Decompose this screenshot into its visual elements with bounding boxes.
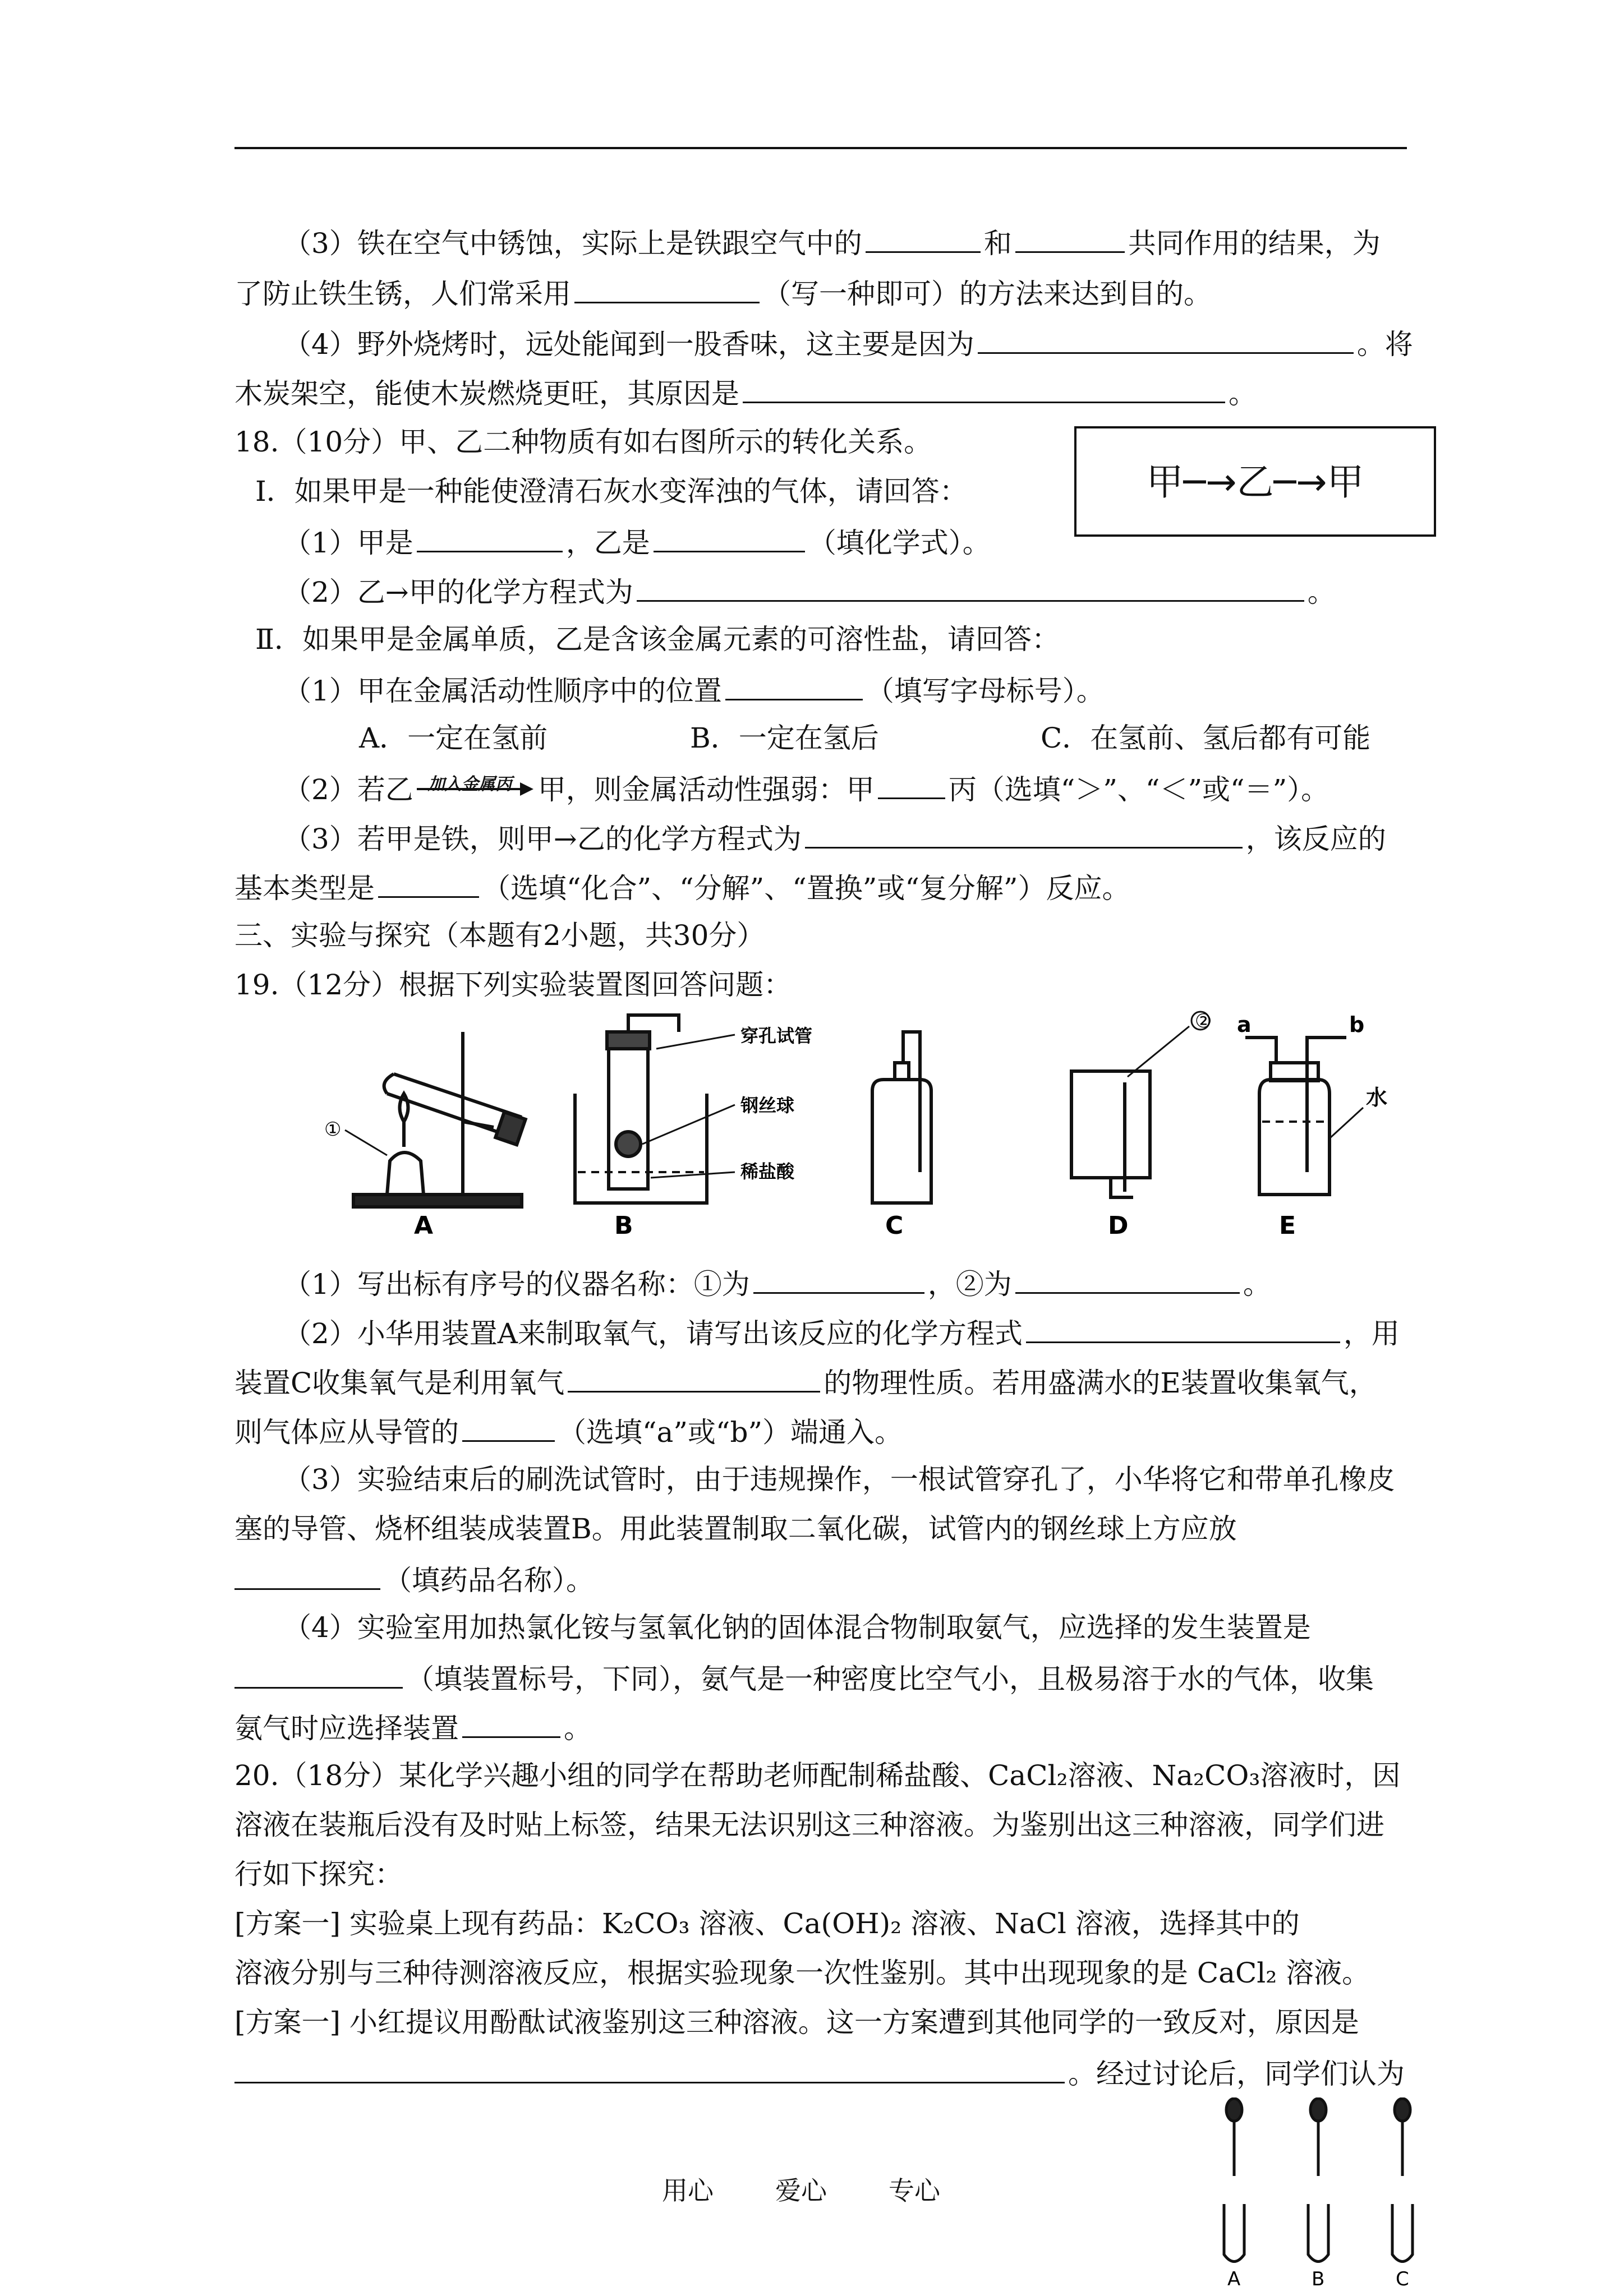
- q19-p1: （1）写出标有序号的仪器名称：①为 ，②为 。: [283, 1264, 1271, 1302]
- q19-p4-line2: （填装置标号，下同），氨气是一种密度比空气小，且极易溶于水的气体，收集: [234, 1659, 1374, 1697]
- q19-p2-line2: 装置C收集氧气是利用氧气 的物理性质。若用盛满水的E装置收集氧气，: [234, 1363, 1377, 1401]
- label-e-a: a: [1237, 1012, 1252, 1037]
- tube-a: [1224, 2099, 1244, 2262]
- footer-1: 用心: [662, 2175, 714, 2206]
- q19-p3-line3: （填药品名称）。: [234, 1560, 594, 1598]
- label-d: D: [1108, 1211, 1129, 1239]
- test-tubes-figure: [1206, 2097, 1442, 2288]
- option-a: A．一定在氢前: [359, 722, 548, 754]
- tube-label-c: C: [1396, 2268, 1409, 2288]
- alcohol-lamp: [387, 1094, 424, 1195]
- footer-2: 爱心: [775, 2175, 827, 2206]
- label-dilute-acid: 稀盐酸: [740, 1161, 795, 1182]
- label-steel-ball: 钢丝球: [740, 1095, 795, 1116]
- reaction-arrow: 加入金属丙: [417, 771, 535, 799]
- q19-p4-line1: （4）实验室用加热氯化铵与氢氧化钠的固体混合物制取氨气，应选择的发生装置是: [283, 1611, 1311, 1644]
- q18-part2-q2: （2）若乙 加入金属丙 甲，则金属活动性强弱：甲 丙（选填“＞”、“＜”或“＝”）。: [283, 769, 1329, 808]
- q18-part2-q3: （3）若甲是铁，则甲→乙的化学方程式为 ，该反应的: [283, 819, 1386, 857]
- label-perforated-tube: 穿孔试管: [740, 1025, 813, 1046]
- q18-part2-q3b: 基本类型是 （选填“化合”、“分解”、“置换”或“复分解”）反应。: [234, 868, 1130, 906]
- q19-p3-line1: （3）实验结束后的刷洗试管时，由于违规操作，一根试管穿孔了，小华将它和带单孔橡皮: [283, 1463, 1395, 1496]
- option-c: C．在氢前、氢后都有可能: [1041, 722, 1371, 754]
- page-footer: [662, 2170, 1002, 2207]
- q19-p3-line2: 塞的导管、烧杯组装成装置B。用此装置制取二氧化碳，试管内的钢丝球上方应放: [234, 1513, 1237, 1545]
- q18-part2: Ⅱ．如果甲是金属单质，乙是含该金属元素的可溶性盐，请回答：: [255, 623, 1060, 656]
- apparatus-e: [1245, 1038, 1363, 1195]
- label-b: B: [614, 1211, 633, 1239]
- q20-line2: 溶液在装瓶后没有及时贴上标签，结果无法识别这三种溶液。为鉴别出这三种溶液，同学们进: [234, 1809, 1384, 1841]
- apparatus-b: [575, 1015, 735, 1203]
- tube-b: [1308, 2099, 1328, 2262]
- q20-line4: [方案一] 实验桌上现有药品：K₂CO₃ 溶液、Ca(OH)₂ 溶液、NaCl 溶液，选择其中的: [234, 1907, 1300, 1940]
- stand-base: [353, 1195, 522, 1207]
- tube-label-b: B: [1312, 2268, 1325, 2288]
- q17-line4: 木炭架空，能使木炭燃烧更旺，其原因是 。: [234, 374, 1257, 412]
- tube-c: [1392, 2099, 1413, 2262]
- q19-p2-line3: 则气体应从导管的 （选填“a”或“b”）端通入。: [234, 1412, 903, 1450]
- apparatus-c: [872, 1032, 931, 1203]
- apparatus-d: [1071, 1012, 1209, 1197]
- q18-head: 18.（10分）甲、乙二种物质有如右图所示的转化关系。: [234, 426, 932, 458]
- q17-line1: （3）铁在空气中锈蚀，实际上是铁跟空气中的 和 共同作用的结果，为: [283, 223, 1381, 261]
- q20-line6: [方案一] 小红提议用酚酞试液鉴别这三种溶液。这一方案遭到其他同学的一致反对，原因是: [234, 2006, 1359, 2039]
- q18-part1-q1: （1）甲是 ，乙是 （填化学式）。: [283, 523, 991, 561]
- option-b: B．一定在氢后: [690, 722, 879, 754]
- conversion-diagram-box: [1074, 426, 1436, 537]
- mark-2: ②: [1195, 1010, 1212, 1032]
- q19-p2-line1: （2）小华用装置A来制取氧气，请写出该反应的化学方程式 ，用: [283, 1313, 1400, 1352]
- q17-line2: 了防止铁生锈，人们常采用 （写一种即可）的方法来达到目的。: [234, 274, 1212, 312]
- mark-1: ①: [324, 1118, 342, 1141]
- q17-line3: （4）野外烧烤时，远处能闻到一股香味，这主要是因为 。将: [283, 324, 1413, 362]
- q20-line5: 溶液分别与三种待测溶液反应，根据实验现象一次性鉴别。其中出现现象的是 CaCl₂ 溶液。: [234, 1957, 1370, 1989]
- q18-part1: Ⅰ．如果甲是一种能使澄清石灰水变浑浊的气体，请回答：: [255, 475, 968, 508]
- label-e: E: [1279, 1211, 1296, 1239]
- label-water: 水: [1366, 1085, 1388, 1110]
- q18-part2-q1: （1）甲在金属活动性顺序中的位置 （填写字母标号）。: [283, 671, 1105, 709]
- label-a: A: [414, 1211, 434, 1239]
- tube-label-a: A: [1227, 2268, 1241, 2288]
- q20-line7: 。经过讨论后，同学们认为: [234, 2054, 1405, 2092]
- apparatus-figure: [292, 1009, 1442, 1239]
- q20-line1: 20.（18分）某化学兴趣小组的同学在帮助老师配制稀盐酸、CaCl₂溶液、Na₂CO₃溶液时，因: [234, 1759, 1401, 1792]
- header-rule: [234, 147, 1407, 149]
- label-e-b: b: [1349, 1012, 1365, 1037]
- q18-part1-q2: （2）乙→甲的化学方程式为 。: [283, 572, 1336, 610]
- footer-3: 专心: [889, 2175, 940, 2206]
- conversion-diagram-text: 甲─→乙─→甲: [1146, 460, 1364, 504]
- label-c: C: [885, 1211, 904, 1239]
- q20-line3: 行如下探究：: [234, 1858, 403, 1891]
- q19-head: 19.（12分）根据下列实验装置图回答问题：: [234, 969, 792, 1001]
- section-3-title: 三、实验与探究（本题有2小题，共30分）: [234, 919, 765, 952]
- q19-p4-line3: 氨气时应选择装置 。: [234, 1708, 592, 1746]
